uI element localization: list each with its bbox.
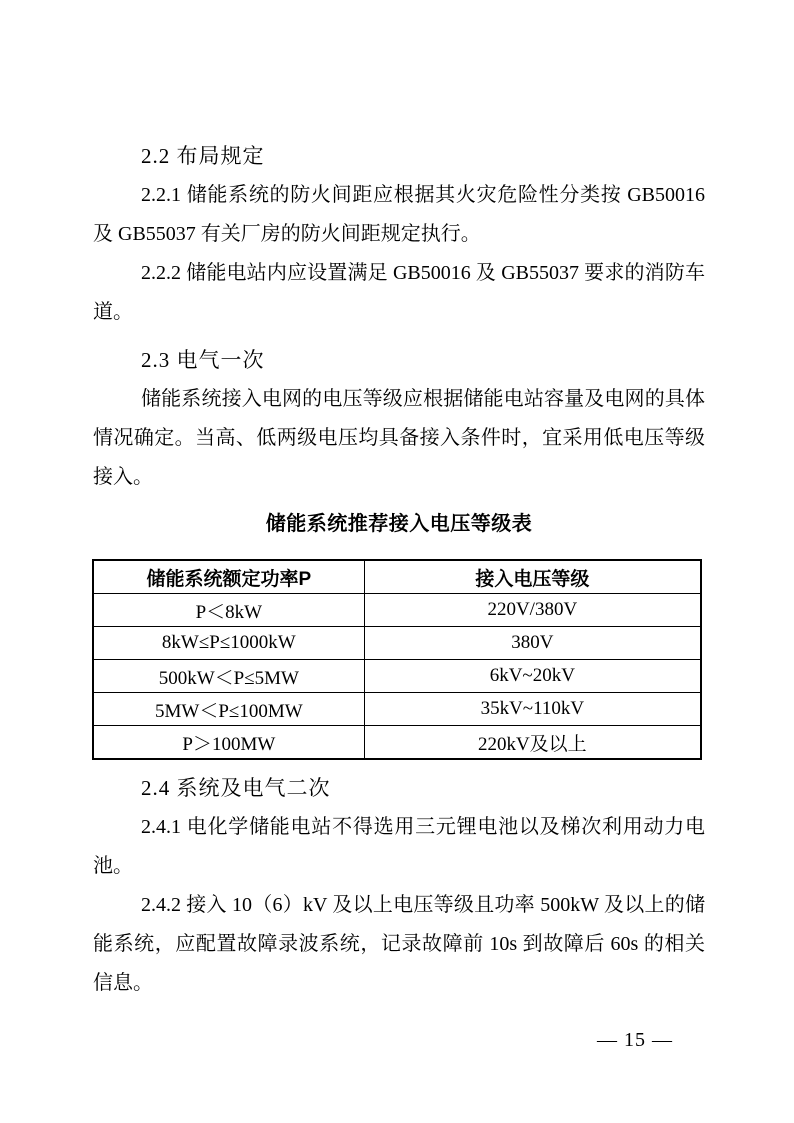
document-content [93,137,705,1003]
table-header-rated-power: 储能系统额定功率P [93,560,364,594]
paragraph-2-3: 储能系统接入电网的电压等级应根据储能电站容量及电网的具体情况确定。当高、低两级电压均具备接入条件时，宜采用低电压等级接入。 [93,388,705,488]
paragraph-2-4-2: 2.4.2 接入 10（6）kV 及以上电压等级且功率 500kW 及以上的储能系统，应配置故障录波系统，记录故障前 10s 到故障后 60s 的相关信息。 [93,894,705,994]
table-header-row [93,560,701,594]
table-row [93,594,701,627]
cell-voltage-level: 380V [364,627,701,660]
cell-power-range: 500kW＜P≤5MW [93,660,364,693]
cell-voltage-level: 220kV及以上 [364,726,701,760]
table-row [93,660,701,693]
voltage-level-table [92,559,702,760]
cell-power-range: 8kW≤P≤1000kW [93,627,364,660]
section-heading-2-4: 2.4 系统及电气二次 [141,776,331,800]
table-header-voltage-level: 接入电压等级 [364,560,701,594]
paragraph-2-4-1: 2.4.1 电化学储能电站不得选用三元锂电池以及梯次利用动力电池。 [93,816,705,877]
paragraph-2-2-2: 2.2.2 储能电站内应设置满足 GB50016 及 GB55037 要求的消防车道。 [93,262,705,323]
cell-power-range: P＜8kW [93,594,364,627]
section-heading-2-2: 2.2 布局规定 [141,144,265,168]
page-number: — 15 — [597,1029,673,1051]
cell-power-range: P＞100MW [93,726,364,760]
cell-power-range: 5MW＜P≤100MW [93,693,364,726]
table-title: 储能系统推荐接入电压等级表 [265,513,533,535]
cell-voltage-level: 6kV~20kV [364,660,701,693]
table-row [93,726,701,760]
paragraph-2-2-1: 2.2.1 储能系统的防火间距应根据其火灾危险性分类按 GB50016 及 GB55037 有关厂房的防火间距规定执行。 [93,184,705,245]
section-heading-2-3: 2.3 电气一次 [141,348,265,372]
table-row [93,693,701,726]
table-row [93,627,701,660]
cell-voltage-level: 220V/380V [364,594,701,627]
cell-voltage-level: 35kV~110kV [364,693,701,726]
